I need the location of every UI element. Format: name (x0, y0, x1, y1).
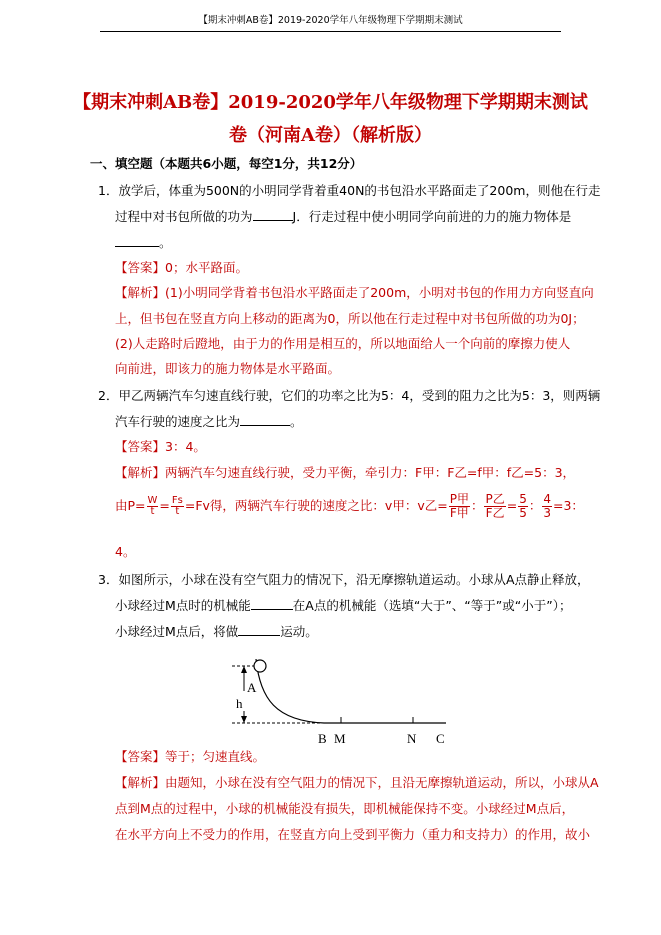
q3-line2-text-b: 在A点的机械能（选填“大于”、“等于”或“小于”）； (292, 598, 572, 613)
q2-answer: 【答案】3：4。 (115, 439, 206, 454)
q2-frac-4: 4 (543, 492, 551, 506)
q1-line3-text: 。 (159, 235, 172, 250)
q1-line3 (115, 234, 172, 252)
arrow-head-down (241, 716, 247, 723)
q2-frac-f2: F乙 (485, 506, 505, 520)
q3-line2-text-a: 小球经过M点时的机械能 (115, 598, 251, 613)
q2-formula-mid: =Fv得，两辆汽车行驶的速度之比：v甲：v乙= (184, 498, 448, 513)
q2-formula-colon2: ： (528, 498, 542, 513)
q2-frac-fs-t (171, 496, 184, 517)
q2-frac-p2-f2 (484, 493, 505, 520)
q2-frac-p1: P甲 (449, 492, 469, 506)
q1-analysis-line2: 上，但书包在竖直方向上移动的距离为0，所以他在行走过程中对书包所做的功为0J； (115, 311, 585, 326)
q3-analysis-line3: 在水平方向上不受力的作用，在竖直方向上受到平衡力（重力和支持力）的作用，故小 (115, 827, 591, 842)
q3-blank-2[interactable] (238, 623, 280, 636)
q2-line2-text-b: 。 (290, 414, 303, 429)
q1-answer: 【答案】0；水平路面。 (115, 260, 248, 275)
q1-line1: 1．放学后，体重为500N的小明同学背着重40N的书包沿水平路面走了200m，则他在行走 (98, 183, 601, 198)
q2-formula-p: 由P= (115, 498, 146, 513)
q2-frac-f1: F甲 (449, 506, 469, 520)
q3-line1: 3．如图所示，小球在没有空气阻力的情况下，沿无摩擦轨道运动。小球从A点静止释放， (98, 572, 590, 587)
ball (254, 660, 266, 672)
q2-frac-fs: Fs (171, 495, 183, 506)
q2-frac-5b: 5 (519, 506, 527, 520)
document-title-line1: 【期末冲刺AB卷】2019-2020学年八年级物理下学期期末测试 (73, 92, 588, 113)
q1-line2-text-a: 过程中对书包所做的功为 (115, 209, 253, 224)
q2-frac-4-3 (542, 493, 552, 520)
q2-formula-colon1: ： (470, 498, 484, 513)
q2-line2 (115, 413, 303, 431)
q1-line2-text-b: J．行走过程中使小明同学向前进的力的施力物体是 (292, 209, 572, 224)
q3-line3-text-a: 小球经过M点后，将做 (115, 624, 239, 639)
q2-frac-w-t (147, 496, 159, 517)
q2-blank-1[interactable] (240, 413, 290, 426)
q3-answer: 【答案】等于；匀速直线。 (115, 749, 266, 764)
page-header: 【期末冲刺AB卷】2019-2020学年八年级物理下学期期末测试 (198, 15, 463, 26)
label-c: C (436, 731, 445, 746)
q2-line1: 2．甲乙两辆汽车匀速直线行驶，它们的功率之比为5：4，受到的阻力之比为5：3，则两辆 (98, 388, 601, 403)
q3-line3 (115, 623, 318, 641)
label-n: N (407, 731, 417, 746)
q2-formula-eq1: = (159, 498, 170, 513)
curved-track (256, 659, 324, 723)
label-b: B (318, 731, 327, 746)
section-heading: 一、填空题（本题共6小题，每空1分，共12分） (90, 156, 363, 171)
q3-analysis-line2: 点到M点的过程中，小球的机械能没有损失，即机械能保持不变。小球经过M点后， (115, 801, 575, 816)
q2-analysis-line2 (115, 493, 584, 520)
label-m: M (334, 731, 346, 746)
q2-formula-end: =3： (553, 498, 584, 513)
document-title-line2: 卷（河南A卷）（解析版） (229, 125, 432, 146)
q2-analysis-line3: 4。 (115, 544, 136, 559)
q2-frac-w: W (147, 495, 158, 506)
q1-blank-2[interactable] (115, 234, 159, 247)
q2-frac-5-5 (518, 493, 528, 520)
label-a: A (247, 680, 257, 695)
q3-blank-1[interactable] (251, 597, 293, 610)
q2-frac-t2: t (175, 506, 180, 517)
q1-line2 (115, 208, 571, 226)
q2-frac-p2: P乙 (485, 492, 505, 506)
q3-line3-text-b: 运动。 (280, 624, 318, 639)
header-divider (100, 31, 561, 32)
q1-blank-1[interactable] (253, 208, 293, 221)
q2-analysis-line1: 【解析】两辆汽车匀速直线行驶，受力平衡，牵引力：F甲：F乙=f甲：f乙=5：3， (115, 465, 576, 480)
q2-formula-eq2: = (506, 498, 518, 513)
q2-frac-t1: t (150, 506, 155, 517)
q1-analysis-line1: 【解析】(1)小明同学背着书包沿水平路面走了200m，小明对书包的作用力方向竖直向 (115, 285, 594, 300)
label-h: h (236, 696, 243, 711)
q3-line2 (115, 597, 571, 615)
track-figure (226, 651, 456, 751)
q2-frac-3: 3 (543, 506, 551, 520)
arrow-head-up (241, 666, 247, 673)
q1-analysis-line4: 向前进，即该力的施力物体是水平路面。 (115, 361, 341, 376)
q2-line2-text-a: 汽车行驶的速度之比为 (115, 414, 241, 429)
q3-analysis-line1: 【解析】由题知，小球在没有空气阻力的情况下，且沿无摩擦轨道运动，所以，小球从A (115, 775, 599, 790)
q1-analysis-line3: (2)人走路时后蹬地，由于力的作用是相互的，所以地面给人一个向前的摩擦力使人 (115, 336, 571, 351)
q2-frac-5a: 5 (519, 492, 527, 506)
q2-frac-p1-f1 (449, 493, 470, 520)
